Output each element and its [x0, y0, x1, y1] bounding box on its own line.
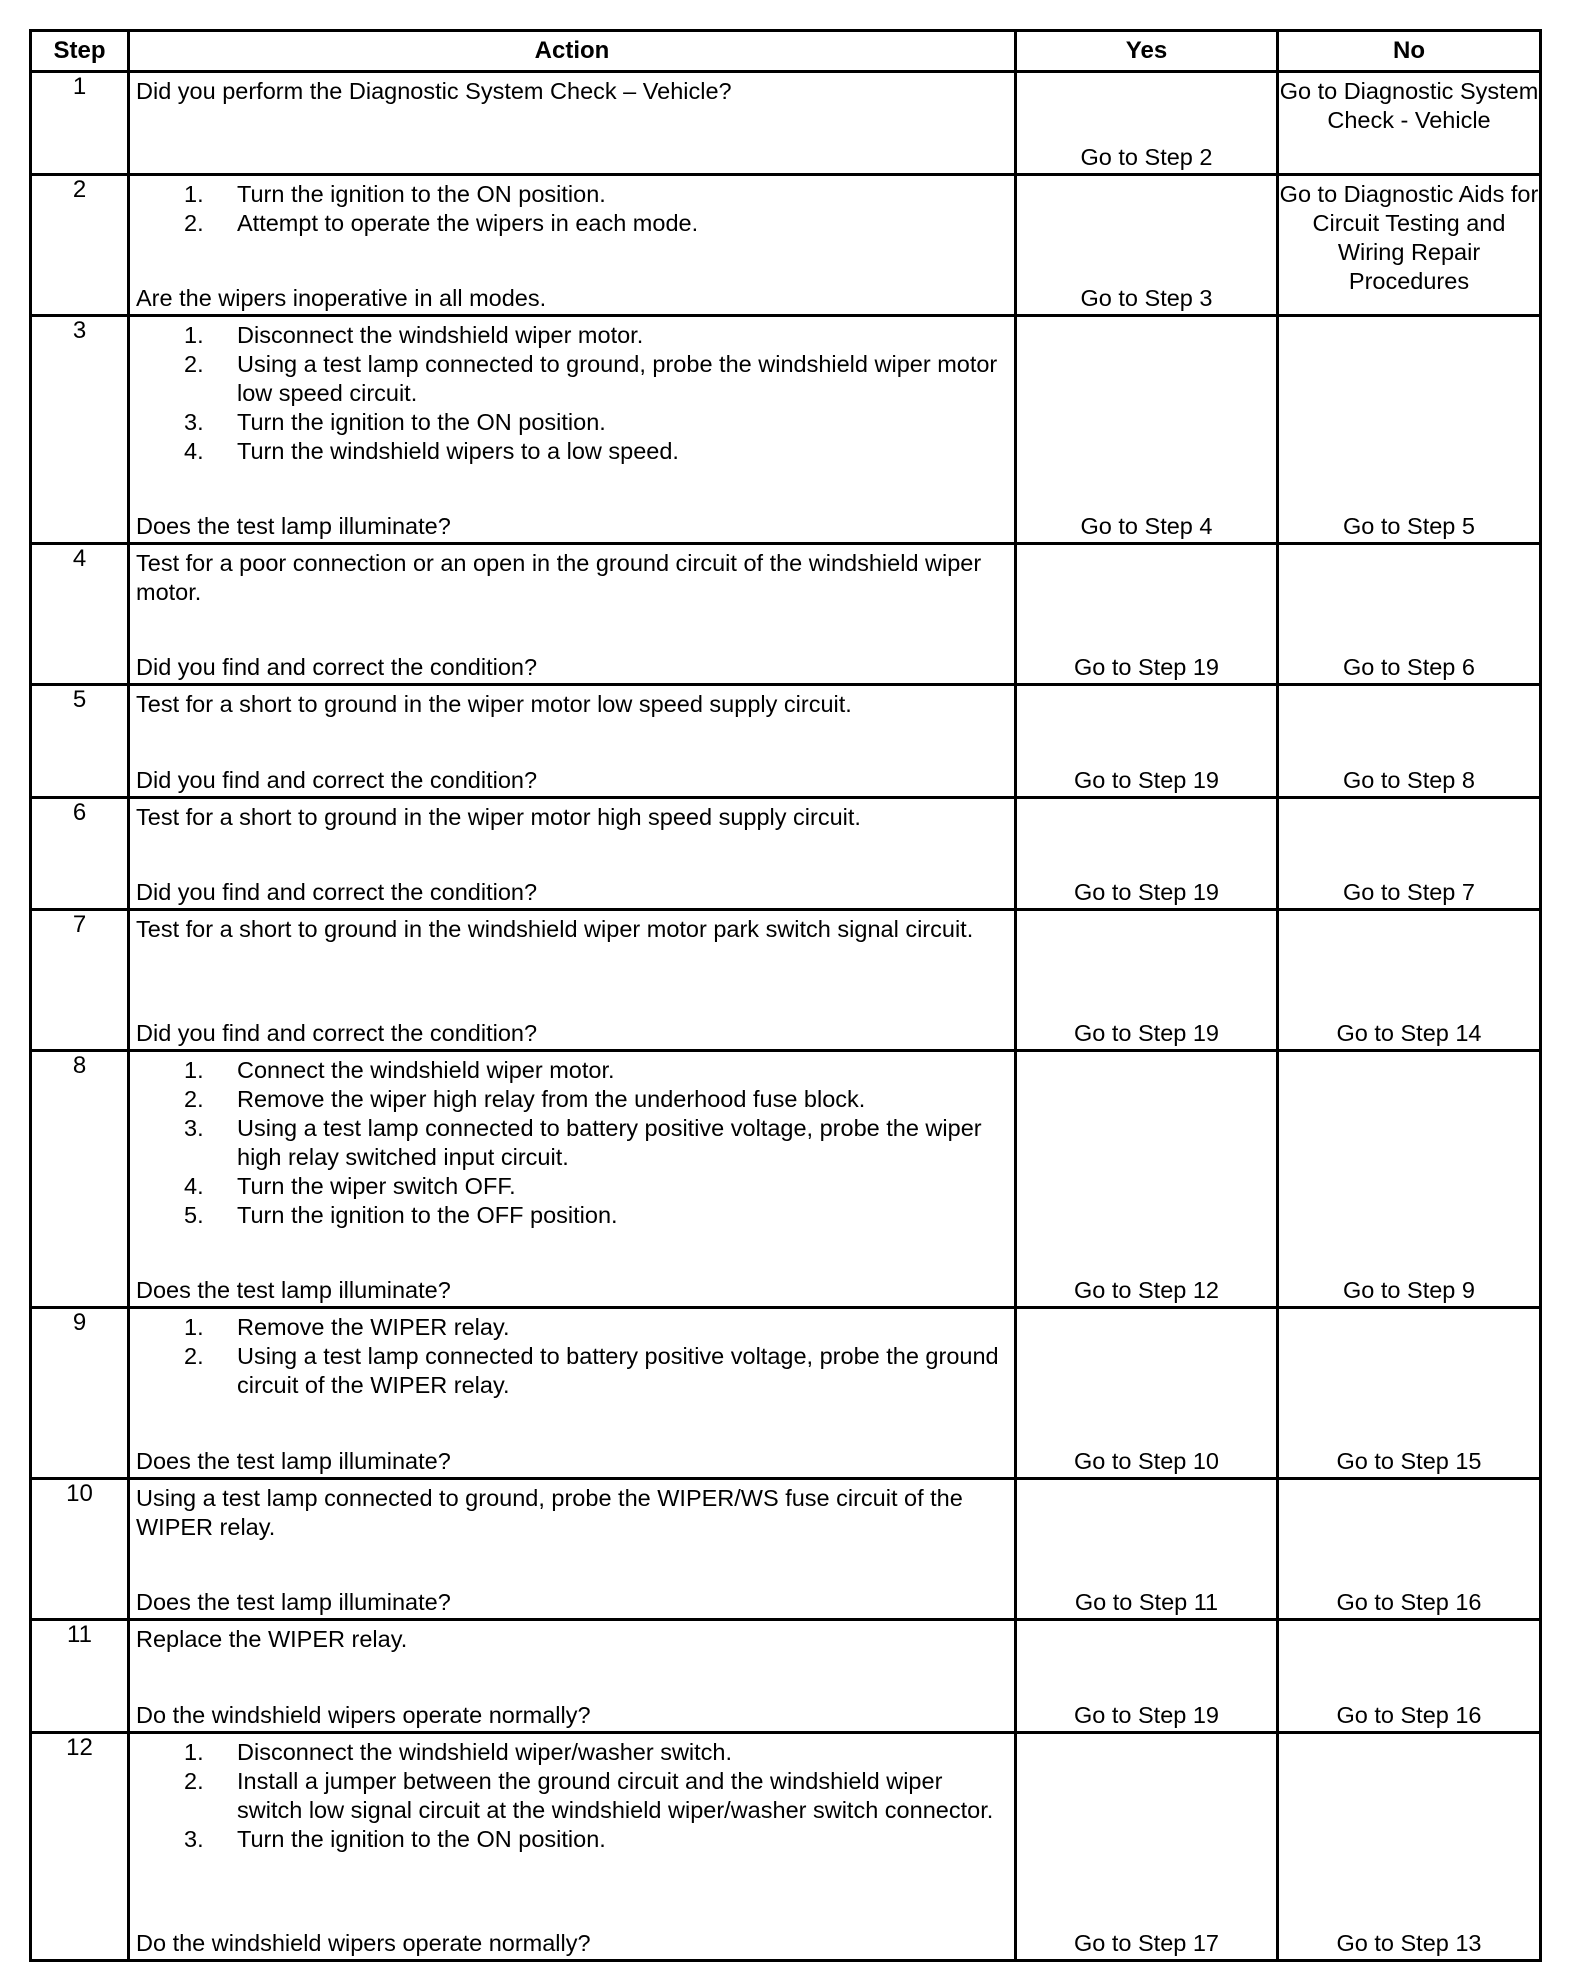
- action-steps-list: [136, 1313, 1008, 1400]
- no-link[interactable]: Go to Step 8: [1343, 767, 1475, 793]
- action-top: [136, 1484, 1008, 1542]
- no-cell: [1278, 910, 1541, 1051]
- action-step-number: 4.: [184, 1173, 204, 1199]
- table-row: [31, 1051, 1541, 1308]
- table-row: [31, 798, 1541, 910]
- action-content: [130, 1052, 1014, 1306]
- action-top: [136, 803, 1008, 832]
- action-step-text: Turn the ignition to the OFF position.: [237, 1202, 618, 1228]
- action-cell: [129, 1479, 1016, 1620]
- no-link[interactable]: Go to Step 15: [1336, 1448, 1482, 1474]
- action-step-number: 1.: [184, 1739, 204, 1765]
- yes-content: [1017, 911, 1276, 1049]
- no-content: [1279, 911, 1539, 1049]
- diagnostic-table: [29, 29, 1542, 1962]
- action-step-text: Turn the windshield wipers to a low speed.: [237, 438, 679, 464]
- no-cell: [1278, 1479, 1541, 1620]
- action-step-number: 2.: [184, 1086, 204, 1112]
- action-step-number: 3.: [184, 1115, 204, 1141]
- action-step-item: [136, 321, 1008, 350]
- yes-link[interactable]: Go to Step 12: [1073, 1277, 1220, 1303]
- no-content: [1279, 686, 1539, 796]
- action-cell: [129, 72, 1016, 175]
- action-question: Does the test lamp illuminate?: [136, 513, 451, 539]
- action-cell: [129, 685, 1016, 798]
- step-number: 10: [31, 1479, 129, 1620]
- action-top: [136, 180, 1008, 238]
- action-step-text: Connect the windshield wiper motor.: [237, 1057, 615, 1083]
- yes-cell: [1016, 685, 1278, 798]
- action-cell: [129, 175, 1016, 316]
- no-content: [1279, 1480, 1539, 1618]
- yes-content: [1017, 317, 1276, 542]
- step-number: 9: [31, 1308, 129, 1479]
- yes-content: [1017, 1621, 1276, 1731]
- no-link[interactable]: Go to Step 5: [1343, 513, 1475, 539]
- action-top: [136, 1625, 1008, 1654]
- header-step: Step: [31, 31, 129, 72]
- yes-link[interactable]: Go to Step 10: [1073, 1448, 1220, 1474]
- action-intro: Replace the WIPER relay.: [136, 1626, 408, 1652]
- action-content: [130, 545, 1014, 683]
- table-body: [31, 72, 1541, 1961]
- action-step-number: 3.: [184, 1826, 204, 1852]
- step-number: 8: [31, 1051, 129, 1308]
- action-intro: Test for a short to ground in the wiper motor high speed supply circuit.: [136, 804, 861, 830]
- action-cell: [129, 316, 1016, 544]
- action-steps-list: [136, 1056, 1008, 1230]
- no-cell: [1278, 1620, 1541, 1733]
- action-step-item: [136, 350, 1008, 408]
- yes-cell: [1016, 1620, 1278, 1733]
- no-content: [1279, 1309, 1539, 1477]
- action-step-number: 1.: [184, 1057, 204, 1083]
- action-question: Does the test lamp illuminate?: [136, 1277, 451, 1303]
- yes-link[interactable]: Go to Step 19: [1073, 1702, 1220, 1728]
- action-step-text: Turn the wiper switch OFF.: [237, 1173, 516, 1199]
- yes-link[interactable]: Go to Step 19: [1073, 1020, 1220, 1046]
- action-content: [130, 1621, 1014, 1731]
- yes-link[interactable]: Go to Step 19: [1073, 767, 1220, 793]
- action-step-item: [136, 437, 1008, 466]
- yes-content: [1017, 1309, 1276, 1477]
- no-link[interactable]: Go to Step 16: [1336, 1589, 1482, 1615]
- table-row: [31, 544, 1541, 685]
- action-step-item: [136, 1201, 1008, 1230]
- yes-cell: [1016, 1479, 1278, 1620]
- action-top: [136, 1313, 1008, 1400]
- action-step-number: 2.: [184, 1343, 204, 1369]
- action-top: [136, 915, 1008, 944]
- table-row: [31, 175, 1541, 316]
- no-content: [1279, 799, 1539, 908]
- no-cell: [1278, 685, 1541, 798]
- action-step-text: Turn the ignition to the ON position.: [237, 409, 606, 435]
- yes-link[interactable]: Go to Step 19: [1073, 879, 1220, 905]
- action-content: [130, 317, 1014, 542]
- yes-cell: [1016, 798, 1278, 910]
- no-content: [1279, 1621, 1539, 1731]
- table-row: [31, 1479, 1541, 1620]
- table-row: [31, 1308, 1541, 1479]
- yes-cell: [1016, 316, 1278, 544]
- yes-cell: [1016, 1051, 1278, 1308]
- action-step-item: [136, 1738, 1008, 1767]
- no-cell: [1278, 316, 1541, 544]
- yes-content: [1017, 686, 1276, 796]
- action-cell: [129, 798, 1016, 910]
- action-step-number: 2.: [184, 210, 204, 236]
- action-content: [130, 1734, 1014, 1959]
- action-intro: Did you perform the Diagnostic System Check – Vehicle?: [136, 78, 732, 104]
- action-question: Do the windshield wipers operate normally?: [136, 1702, 591, 1728]
- no-cell: [1278, 175, 1541, 316]
- yes-link[interactable]: Go to Step 19: [1073, 654, 1220, 680]
- no-link[interactable]: Go to Step 7: [1343, 879, 1475, 905]
- step-number: 7: [31, 910, 129, 1051]
- action-step-item: [136, 1767, 1008, 1825]
- table-row: [31, 1733, 1541, 1961]
- header-yes: Yes: [1016, 31, 1278, 72]
- action-question: Are the wipers inoperative in all modes.: [136, 285, 547, 311]
- action-top: [136, 690, 1008, 719]
- table-row: [31, 1620, 1541, 1733]
- yes-cell: [1016, 1308, 1278, 1479]
- step-number: 11: [31, 1620, 129, 1733]
- action-cell: [129, 1733, 1016, 1961]
- action-step-item: [136, 209, 1008, 238]
- header-action: Action: [129, 31, 1016, 72]
- action-step-number: 5.: [184, 1202, 204, 1228]
- no-link[interactable]: Go to Step 9: [1343, 1277, 1475, 1303]
- no-link[interactable]: Go to Diagnostic System Check - Vehicle: [1279, 78, 1539, 133]
- yes-content: [1017, 1734, 1276, 1959]
- action-intro: Test for a short to ground in the wiper motor low speed supply circuit.: [136, 691, 852, 717]
- no-link[interactable]: Go to Step 13: [1336, 1930, 1482, 1956]
- action-step-text: Disconnect the windshield wiper/washer switch.: [237, 1739, 733, 1765]
- no-link[interactable]: Go to Step 14: [1336, 1020, 1482, 1046]
- action-question: Do the windshield wipers operate normally?: [136, 1930, 591, 1956]
- no-link[interactable]: Go to Step 6: [1343, 654, 1475, 680]
- no-cell: [1278, 1733, 1541, 1961]
- no-cell: [1278, 72, 1541, 175]
- no-content: [1279, 1734, 1539, 1959]
- action-top: [136, 321, 1008, 466]
- action-intro: Test for a poor connection or an open in the ground circuit of the windshield wiper motor.: [136, 550, 982, 605]
- action-step-text: Using a test lamp connected to battery positive voltage, probe the wiper high relay switched input circuit.: [237, 1115, 982, 1170]
- no-cell: [1278, 1051, 1541, 1308]
- action-top: [136, 77, 1008, 106]
- action-steps-list: [136, 1738, 1008, 1854]
- yes-cell: [1016, 544, 1278, 685]
- action-cell: [129, 1620, 1016, 1733]
- action-step-text: Install a jumper between the ground circuit and the windshield wiper switch low signal circuit at the windshield wiper/washer switch connector.: [237, 1768, 994, 1823]
- no-cell: [1278, 1308, 1541, 1479]
- yes-content: [1017, 1480, 1276, 1618]
- yes-cell: [1016, 175, 1278, 316]
- action-steps-list: [136, 321, 1008, 466]
- action-top: [136, 1738, 1008, 1854]
- no-cell: [1278, 544, 1541, 685]
- action-step-text: Turn the ignition to the ON position.: [237, 1826, 606, 1852]
- step-number: 2: [31, 175, 129, 316]
- action-step-item: [136, 1114, 1008, 1172]
- no-content: [1279, 176, 1539, 296]
- action-step-text: Turn the ignition to the ON position.: [237, 181, 606, 207]
- yes-content: [1017, 1052, 1276, 1306]
- yes-cell: [1016, 72, 1278, 175]
- action-top: [136, 1056, 1008, 1230]
- action-step-number: 2.: [184, 351, 204, 377]
- action-step-item: [136, 408, 1008, 437]
- yes-content: [1017, 73, 1276, 173]
- action-content: [130, 73, 1014, 173]
- yes-link[interactable]: Go to Step 11: [1074, 1589, 1219, 1615]
- action-step-number: 1.: [184, 1314, 204, 1340]
- table-row: [31, 72, 1541, 175]
- action-question: Did you find and correct the condition?: [136, 654, 538, 680]
- table-row: [31, 316, 1541, 544]
- yes-cell: [1016, 1733, 1278, 1961]
- step-number: 5: [31, 685, 129, 798]
- action-step-text: Using a test lamp connected to battery positive voltage, probe the ground circuit of the WIPER relay.: [237, 1343, 999, 1398]
- action-step-text: Attempt to operate the wipers in each mode.: [237, 210, 699, 236]
- yes-link[interactable]: Go to Step 2: [1080, 144, 1213, 170]
- yes-link[interactable]: Go to Step 17: [1073, 1930, 1220, 1956]
- action-step-item: [136, 1342, 1008, 1400]
- header-row: [31, 31, 1541, 72]
- action-step-number: 3.: [184, 409, 204, 435]
- step-number: 6: [31, 798, 129, 910]
- action-question: Does the test lamp illuminate?: [136, 1589, 451, 1615]
- action-step-text: Using a test lamp connected to ground, probe the windshield wiper motor low speed circuit.: [237, 351, 998, 406]
- no-link[interactable]: Go to Diagnostic Aids for Circuit Testing and Wiring Repair Procedures: [1279, 181, 1539, 294]
- action-step-item: [136, 1172, 1008, 1201]
- table-row: [31, 910, 1541, 1051]
- action-step-number: 1.: [184, 322, 204, 348]
- action-question: Did you find and correct the condition?: [136, 767, 538, 793]
- yes-content: [1017, 545, 1276, 683]
- no-content: [1279, 317, 1539, 542]
- action-top: [136, 549, 1008, 607]
- action-content: [130, 176, 1014, 314]
- action-step-text: Remove the WIPER relay.: [237, 1314, 510, 1340]
- action-content: [130, 1480, 1014, 1618]
- action-step-item: [136, 180, 1008, 209]
- action-intro: Test for a short to ground in the windshield wiper motor park switch signal circuit.: [136, 916, 974, 942]
- action-question: Did you find and correct the condition?: [136, 1020, 538, 1046]
- action-step-item: [136, 1313, 1008, 1342]
- action-content: [130, 1309, 1014, 1477]
- step-number: 4: [31, 544, 129, 685]
- no-link[interactable]: Go to Step 16: [1336, 1702, 1482, 1728]
- no-content: [1279, 73, 1539, 135]
- action-step-text: Disconnect the windshield wiper motor.: [237, 322, 644, 348]
- action-step-number: 1.: [184, 181, 204, 207]
- action-step-item: [136, 1825, 1008, 1854]
- action-cell: [129, 1051, 1016, 1308]
- action-question: Did you find and correct the condition?: [136, 879, 538, 905]
- action-step-text: Remove the wiper high relay from the underhood fuse block.: [237, 1086, 866, 1112]
- no-content: [1279, 545, 1539, 683]
- action-question: Does the test lamp illuminate?: [136, 1448, 451, 1474]
- action-content: [130, 799, 1014, 908]
- action-steps-list: [136, 180, 1008, 238]
- action-intro: Using a test lamp connected to ground, probe the WIPER/WS fuse circuit of the WIPER relay.: [136, 1485, 963, 1540]
- table-row: [31, 685, 1541, 798]
- yes-cell: [1016, 910, 1278, 1051]
- action-step-number: 4.: [184, 438, 204, 464]
- action-cell: [129, 544, 1016, 685]
- yes-content: [1017, 799, 1276, 908]
- action-step-number: 2.: [184, 1768, 204, 1794]
- action-content: [130, 911, 1014, 1049]
- action-cell: [129, 910, 1016, 1051]
- step-number: 3: [31, 316, 129, 544]
- action-step-item: [136, 1085, 1008, 1114]
- step-number: 1: [31, 72, 129, 175]
- no-cell: [1278, 798, 1541, 910]
- action-cell: [129, 1308, 1016, 1479]
- yes-content: [1017, 176, 1276, 314]
- yes-link[interactable]: Go to Step 4: [1080, 513, 1213, 539]
- no-content: [1279, 1052, 1539, 1306]
- header-no: No: [1278, 31, 1541, 72]
- action-step-item: [136, 1056, 1008, 1085]
- yes-link[interactable]: Go to Step 3: [1080, 285, 1213, 311]
- step-number: 12: [31, 1733, 129, 1961]
- action-content: [130, 686, 1014, 796]
